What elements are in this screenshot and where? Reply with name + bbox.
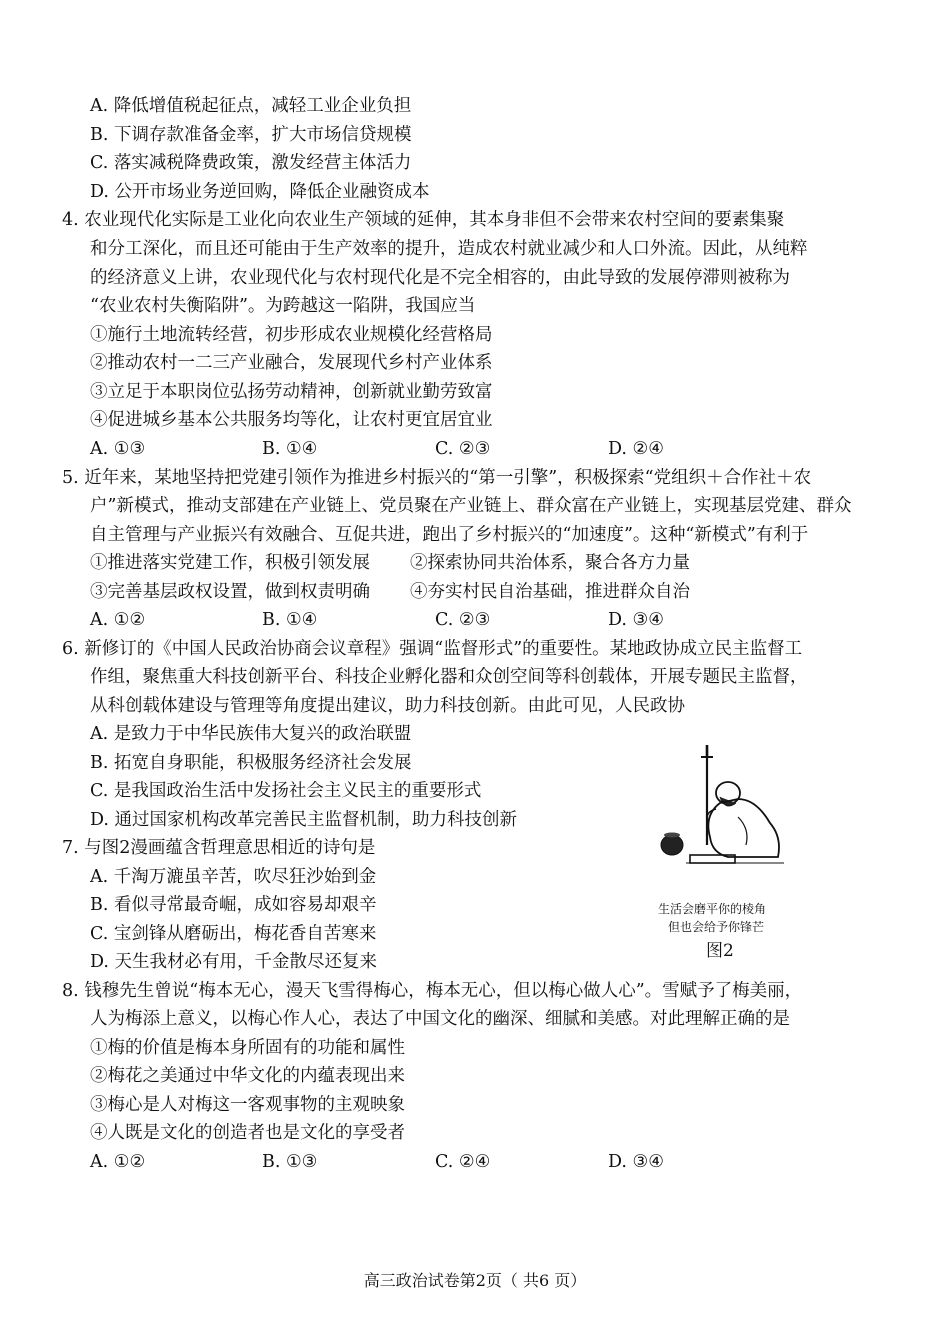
q8-item: ④人既是文化的创造者也是文化的享受者 (90, 1123, 405, 1143)
q7-option-a: A. 千淘万漉虽辛苦，吹尽狂沙始到金 (90, 867, 377, 887)
q6-stem-line: 6. 新修订的《中国人民政治协商会议章程》强调“监督形式”的重要性。某地政协成立民主监督工 (62, 639, 803, 659)
q5-item: ②探索协同共治体系，聚合各方力量 (410, 553, 690, 573)
q8-choice-a: A. ①② (90, 1152, 146, 1172)
q5-stem-line: 自主管理与产业振兴有效融合、互促共进，跑出了乡村振兴的“加速度”。这种“新模式”有利于 (90, 525, 809, 545)
q7-option-b: B. 看似寻常最奇崛，成如容易却艰辛 (90, 895, 377, 915)
sword-sharpening-cartoon (650, 745, 795, 875)
q4-item: ①施行土地流转经营，初步形成农业规模化经营格局 (90, 325, 493, 345)
q4-item: ②推动农村一二三产业融合，发展现代乡村产业体系 (90, 353, 493, 373)
q3-option-a: A. 降低增值税起征点，减轻工业企业负担 (90, 96, 412, 116)
q3-option-b: B. 下调存款准备金率，扩大市场信贷规模 (90, 125, 412, 145)
q6-option-d: D. 通过国家机构改革完善民主监督机制，助力科技创新 (90, 810, 518, 830)
q4-item: ④促进城乡基本公共服务均等化，让农村更宜居宜业 (90, 410, 493, 430)
q6-option-a: A. 是致力于中华民族伟大复兴的政治联盟 (90, 724, 412, 744)
q4-stem-line: “农业农村失衡陷阱”。为跨越这一陷阱，我国应当 (90, 296, 476, 316)
q3-option-c: C. 落实减税降费政策，激发经营主体活力 (90, 153, 412, 173)
q5-item: ①推进落实党建工作，积极引领发展 (90, 553, 370, 573)
q5-choice-d: D. ③④ (608, 610, 664, 630)
q5-stem-line: 户”新模式，推动支部建在产业链上、党员聚在产业链上、群众富在产业链上，实现基层党建、群众 (90, 496, 852, 516)
q7-option-d: D. 天生我材必有用，千金散尽还复来 (90, 952, 378, 972)
figure-label: 图2 (706, 941, 734, 961)
q5-choice-b: B. ①④ (262, 610, 318, 630)
q8-stem-line: 8. 钱穆先生曾说“梅本无心，漫天飞雪得梅心，梅本无心，但以梅心做人心”。雪赋予了梅美丽， (62, 981, 803, 1001)
q8-choice-c: C. ②④ (435, 1152, 491, 1172)
q3-option-d: D. 公开市场业务逆回购，降低企业融资成本 (90, 182, 430, 202)
q4-choice-a: A. ①③ (90, 439, 146, 459)
q5-item: ④夯实村民自治基础，推进群众自治 (410, 582, 690, 602)
q4-choice-b: B. ①④ (262, 439, 318, 459)
q8-choice-d: D. ③④ (608, 1152, 664, 1172)
q6-option-b: B. 拓宽自身职能，积极服务经济社会发展 (90, 753, 412, 773)
page-footer: 高三政治试卷第2页（ 共6 页） (363, 1271, 587, 1290)
q4-item: ③立足于本职岗位弘扬劳动精神，创新就业勤劳致富 (90, 382, 493, 402)
q8-choice-b: B. ①③ (262, 1152, 318, 1172)
q6-stem-line: 作组，聚焦重大科技创新平台、科技企业孵化器和众创空间等科创载体，开展专题民主监督， (90, 667, 808, 687)
q5-stem-line: 5. 近年来，某地坚持把党建引领作为推进乡村振兴的“第一引擎”，积极探索“党组织＋合作社＋农 (62, 468, 812, 488)
q8-item: ③梅心是人对梅这一客观事物的主观映象 (90, 1095, 405, 1115)
q5-choice-a: A. ①② (90, 610, 146, 630)
q8-item: ①梅的价值是梅本身所固有的功能和属性 (90, 1038, 405, 1058)
q4-choice-d: D. ②④ (608, 439, 664, 459)
q6-stem-line: 从科创载体建设与管理等角度提出建议，助力科技创新。由此可见，人民政协 (90, 696, 685, 716)
figure-caption-line: 但也会给予你锋芒 (668, 920, 765, 934)
q4-stem-line: 的经济意义上讲，农业现代化与农村现代化是不完全相容的，由此导致的发展停滞则被称为 (90, 268, 790, 288)
q6-option-c: C. 是我国政治生活中发扬社会主义民主的重要形式 (90, 781, 482, 801)
q7-option-c: C. 宝剑锋从磨砺出，梅花香自苦寒来 (90, 924, 377, 944)
q5-item: ③完善基层政权设置，做到权责明确 (90, 582, 370, 602)
q4-stem-line: 4. 农业现代化实际是工业化向农业生产领域的延伸，其本身非但不会带来农村空间的要素集聚 (62, 210, 785, 230)
q4-choice-c: C. ②③ (435, 439, 491, 459)
q8-stem-line: 人为梅添上意义，以梅心作人心，表达了中国文化的幽深、细腻和美感。对此理解正确的是 (90, 1009, 790, 1029)
q7-stem: 7. 与图2漫画蕴含哲理意思相近的诗句是 (62, 838, 376, 858)
q8-item: ②梅花之美通过中华文化的内蕴表现出来 (90, 1066, 405, 1086)
q4-stem-line: 和分工深化，而且还可能由于生产效率的提升，造成农村就业减少和人口外流。因此，从纯粹 (90, 239, 808, 259)
figure-caption-line: 生活会磨平你的棱角 (658, 902, 767, 916)
q5-choice-c: C. ②③ (435, 610, 491, 630)
